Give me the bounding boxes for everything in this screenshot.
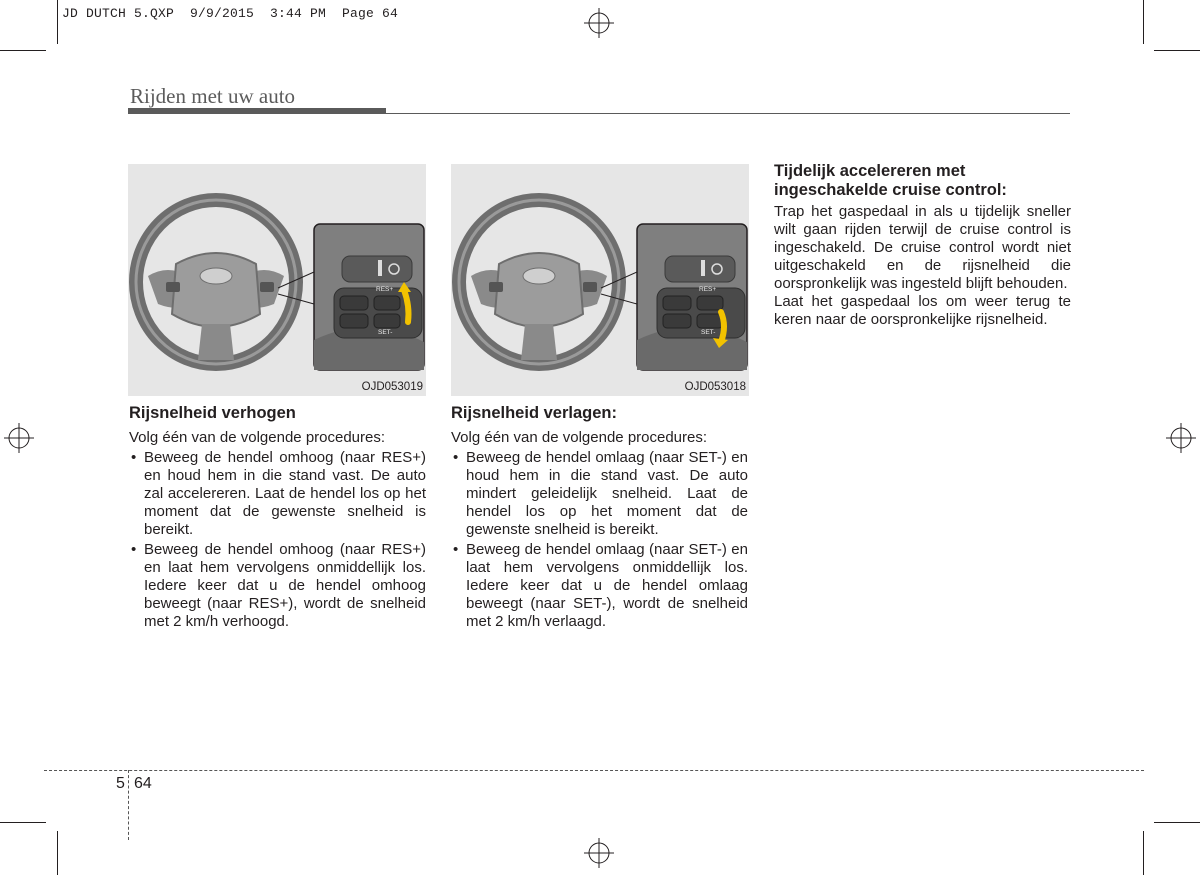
list-item: • Beweeg de hendel omhoog (naar RES+) en houd hem in die stand vast. De auto zal accelereren. Laat de hendel los op het moment dat de gewenste snelheid is bereikt. xyxy=(129,449,426,539)
procedure-list xyxy=(129,449,426,631)
section-title: Rijden met uw auto xyxy=(130,84,296,108)
figure-code: OJD053019 xyxy=(361,381,423,393)
steering-wheel-figure xyxy=(451,164,749,396)
column-increase-speed xyxy=(129,403,426,633)
registration-mark-icon xyxy=(1166,423,1196,453)
trim-mark xyxy=(1143,0,1144,44)
procedure-list xyxy=(451,449,748,631)
trim-mark xyxy=(57,0,58,44)
steering-wheel-icon xyxy=(451,164,749,396)
trim-mark xyxy=(1154,50,1200,51)
registration-mark-icon xyxy=(584,838,614,868)
list-item: • Beweeg de hendel omlaag (naar SET-) en laat hem vervolgens onmiddellijk los. Iedere keer dat u de hendel omlaag beweegt (naar SET-), wordt de snelheid met 2 km/h verlaagd. xyxy=(451,541,748,631)
steering-wheel-icon xyxy=(128,164,426,396)
header-rule-thick xyxy=(128,108,386,114)
printer-slug: JD DUTCH 5.QXP 9/9/2015 3:44 PM Page 64 xyxy=(62,6,399,21)
figure-button-label: SET- xyxy=(701,329,716,336)
page-number: 64 xyxy=(134,775,152,792)
registration-mark-icon xyxy=(4,423,34,453)
heading-decrease-speed: Rijsnelheid verlagen: xyxy=(451,404,617,422)
column-temporary-acceleration xyxy=(774,162,1071,329)
intro-text: Volg één van de volgende procedures: xyxy=(451,429,708,446)
footer-divider xyxy=(128,770,129,840)
trim-mark xyxy=(0,822,46,823)
registration-mark-icon xyxy=(584,8,614,38)
heading-temporary-acceleration: Tijdelijk accelereren met ingeschakelde cruise control: xyxy=(774,162,1007,199)
figure-button-label: RES+ xyxy=(376,286,394,293)
paragraph: Laat het gaspedaal los om weer terug te keren naar de oorspronkelijke rijsnelheid. xyxy=(774,293,1071,328)
chapter-number: 5 xyxy=(116,775,125,792)
steering-wheel-figure xyxy=(128,164,426,396)
trim-mark xyxy=(0,50,46,51)
trim-mark xyxy=(1143,831,1144,875)
trim-mark xyxy=(57,831,58,875)
column-decrease-speed xyxy=(451,403,748,633)
trim-mark xyxy=(1154,822,1200,823)
intro-text: Volg één van de volgende procedures: xyxy=(129,429,386,446)
header-rule-thin xyxy=(386,113,1070,114)
figure-button-label: RES+ xyxy=(699,286,717,293)
figure-button-label: SET- xyxy=(378,329,393,336)
list-item: • Beweeg de hendel omhoog (naar RES+) en laat hem vervolgens onmiddellijk los. Iedere keer dat u de hendel omhoog beweegt (naar RES+), wordt de snelheid met 2 km/h verhoogd. xyxy=(129,541,426,631)
list-item: • Beweeg de hendel omlaag (naar SET-) en houd hem in die stand vast. De auto mindert geleidelijk snelheid. Laat de hendel los op het moment dat de gewenste snelheid is bereikt. xyxy=(451,449,748,539)
figure-code: OJD053018 xyxy=(684,381,746,393)
paragraph: Trap het gaspedaal in als u tijdelijk sneller wilt gaan rijden terwijl de cruise control is ingeschakeld. De cruise control wordt niet uitgeschakeld en de rijsnelheid die oorspronkelijk was ingesteld blijft behouden. xyxy=(774,203,1071,292)
footer-rule xyxy=(44,770,1144,771)
heading-increase-speed: Rijsnelheid verhogen xyxy=(129,404,296,422)
